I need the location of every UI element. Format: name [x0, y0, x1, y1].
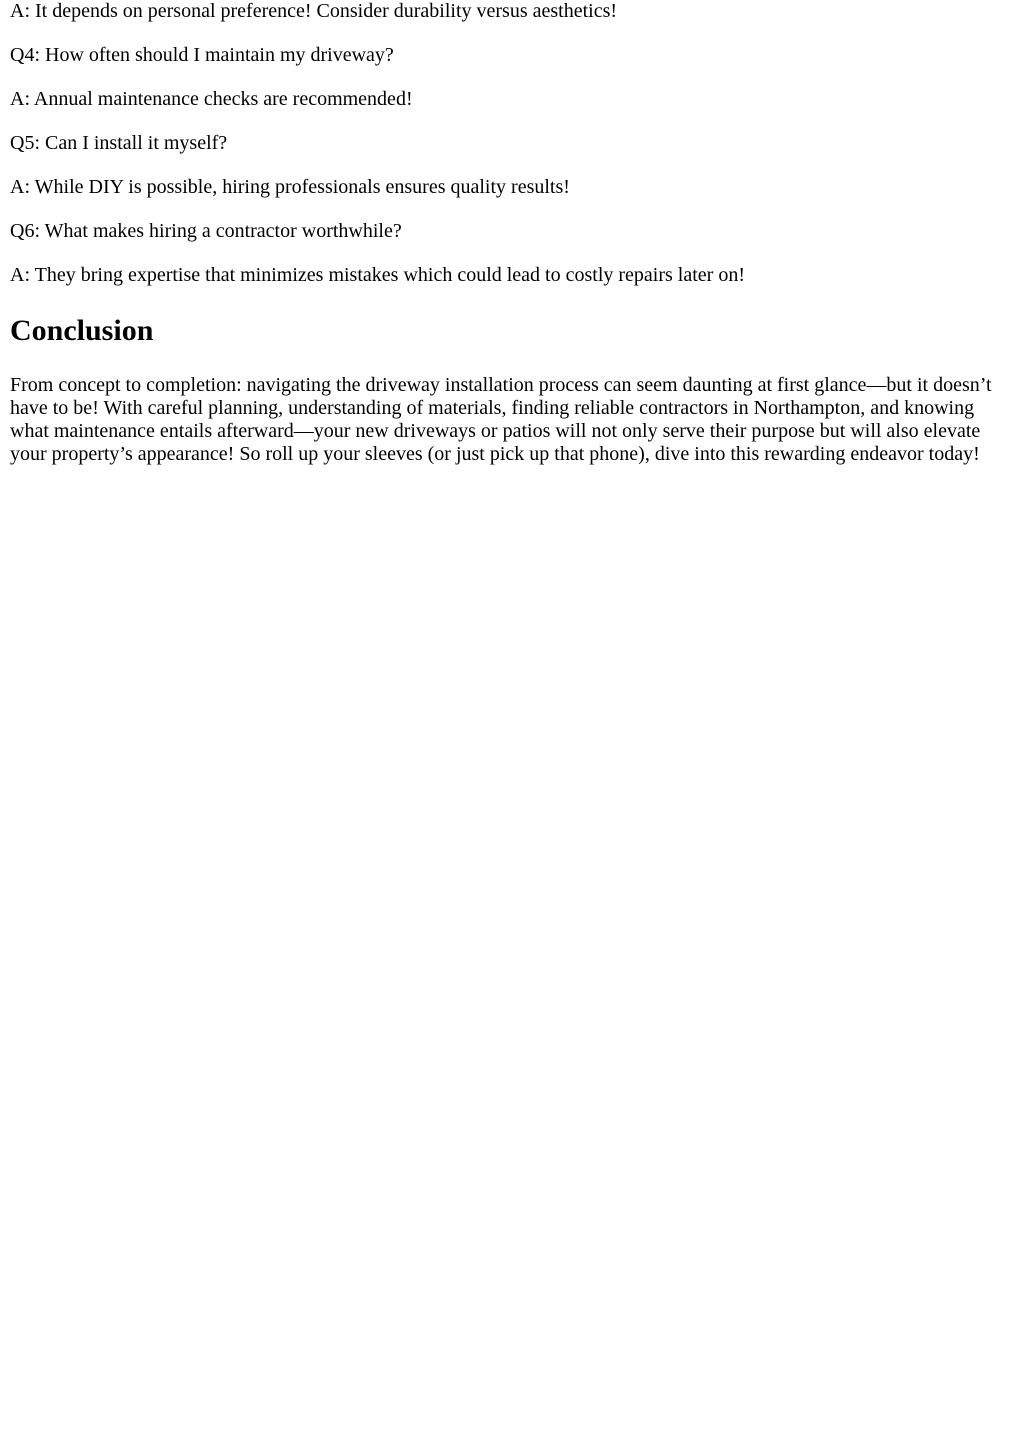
- faq-section: [10, 0, 1014, 287]
- faq-question-4: Q4: How often should I maintain my driveway?: [10, 44, 394, 66]
- faq-question-5: Q5: Can I install it myself?: [10, 132, 228, 154]
- faq-answer-3: A: It depends on personal preference! Consider durability versus aesthetics!: [10, 0, 618, 22]
- conclusion-paragraph: From concept to completion: navigating the driveway installation process can seem daunting at first glance—but it doesn’t have to be! With careful planning, understanding of materials, finding reliable contractors in Northampton, and knowing what maintenance entails afterward—your new driveways or patios will not only serve their purpose but will also elevate your property’s appearance! So roll up your sleeves (or just pick up that phone), dive into this rewarding endeavor today!: [10, 374, 992, 465]
- conclusion-heading: Conclusion: [10, 314, 154, 347]
- faq-answer-4: A: Annual maintenance checks are recommended!: [10, 88, 413, 110]
- faq-answer-6: A: They bring expertise that minimizes mistakes which could lead to costly repairs later on!: [10, 264, 745, 286]
- faq-answer-5: A: While DIY is possible, hiring professionals ensures quality results!: [10, 176, 570, 198]
- faq-question-6: Q6: What makes hiring a contractor worthwhile?: [10, 220, 402, 242]
